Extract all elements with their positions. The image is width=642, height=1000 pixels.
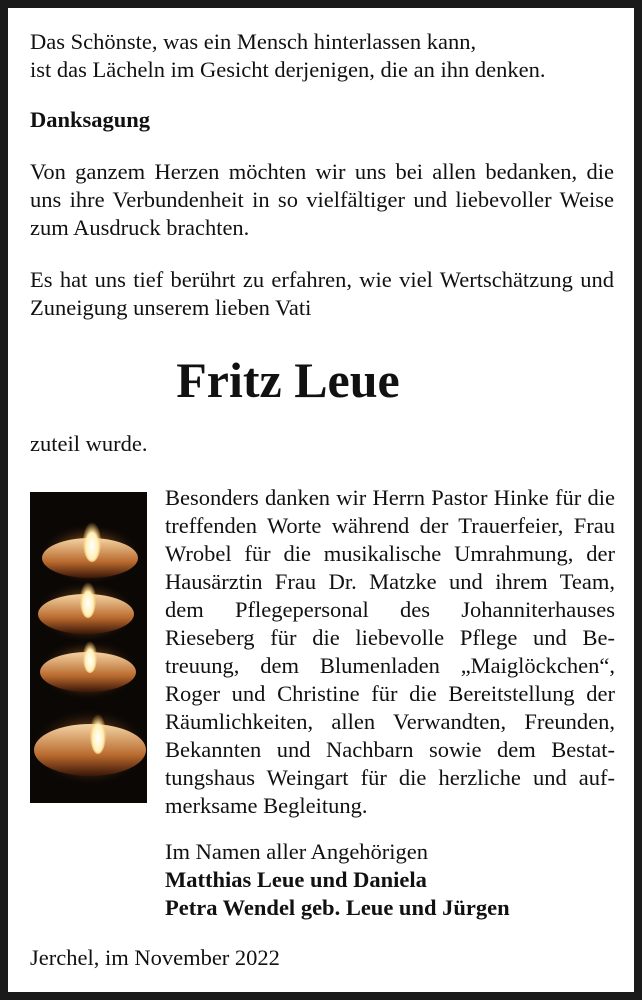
after-name-text: zuteil wurde.: [30, 431, 148, 456]
thanks-paragraph: Besonders danken wir Herrn Pastor Hinke für die treffenden Worte während der Trauerfeier, Frau Wrobel für die musikalische Umrahmung, der Hausärztin Frau Dr. Matzke und ihrem Team, dem Pflegepersonal des Johanniterhauses Rieseberg für die liebevolle Pflege und Betreuung, dem Blumenladen „Maiglöckchen“, Roger und Christine für die Bereitstellung der Räumlichkeiten, allen Verwandten, Freunden, Bekannten und Nachbarn sowie dem Bestattungshaus Weingart für die herzliche und aufmerksame Begleitung.: [165, 485, 615, 818]
candles-icon: [30, 492, 147, 803]
heading: Danksagung: [30, 107, 151, 132]
deceased-name: Fritz Leue: [176, 352, 400, 408]
signature-family-2: Petra Wendel geb. Leue und Jürgen: [165, 895, 510, 920]
quote-line-1: Das Schönste, was ein Mensch hinterlassen kann,: [30, 29, 477, 54]
intro-paragraph-1: Von ganzem Herzen möchten wir uns bei allen bedanken, die uns ihre Verbundenheit in so vielfältiger und liebevoller Weise zum Ausdruck brachten.: [30, 159, 614, 240]
candles-photo: [30, 492, 147, 803]
signature-intro: Im Namen aller Angehörigen: [165, 839, 429, 864]
obituary-notice: [8, 8, 634, 992]
intro-paragraph-2: Es hat uns tief berührt zu erfahren, wie viel Wertschätzung und Zuneigung unserem lieben Vati: [30, 267, 614, 320]
place-date: Jerchel, im November 2022: [30, 945, 280, 970]
signature-family-1: Matthias Leue und Daniela: [165, 867, 427, 892]
quote-line-2: ist das Lächeln im Gesicht derjenigen, die an ihn denken.: [30, 57, 546, 82]
